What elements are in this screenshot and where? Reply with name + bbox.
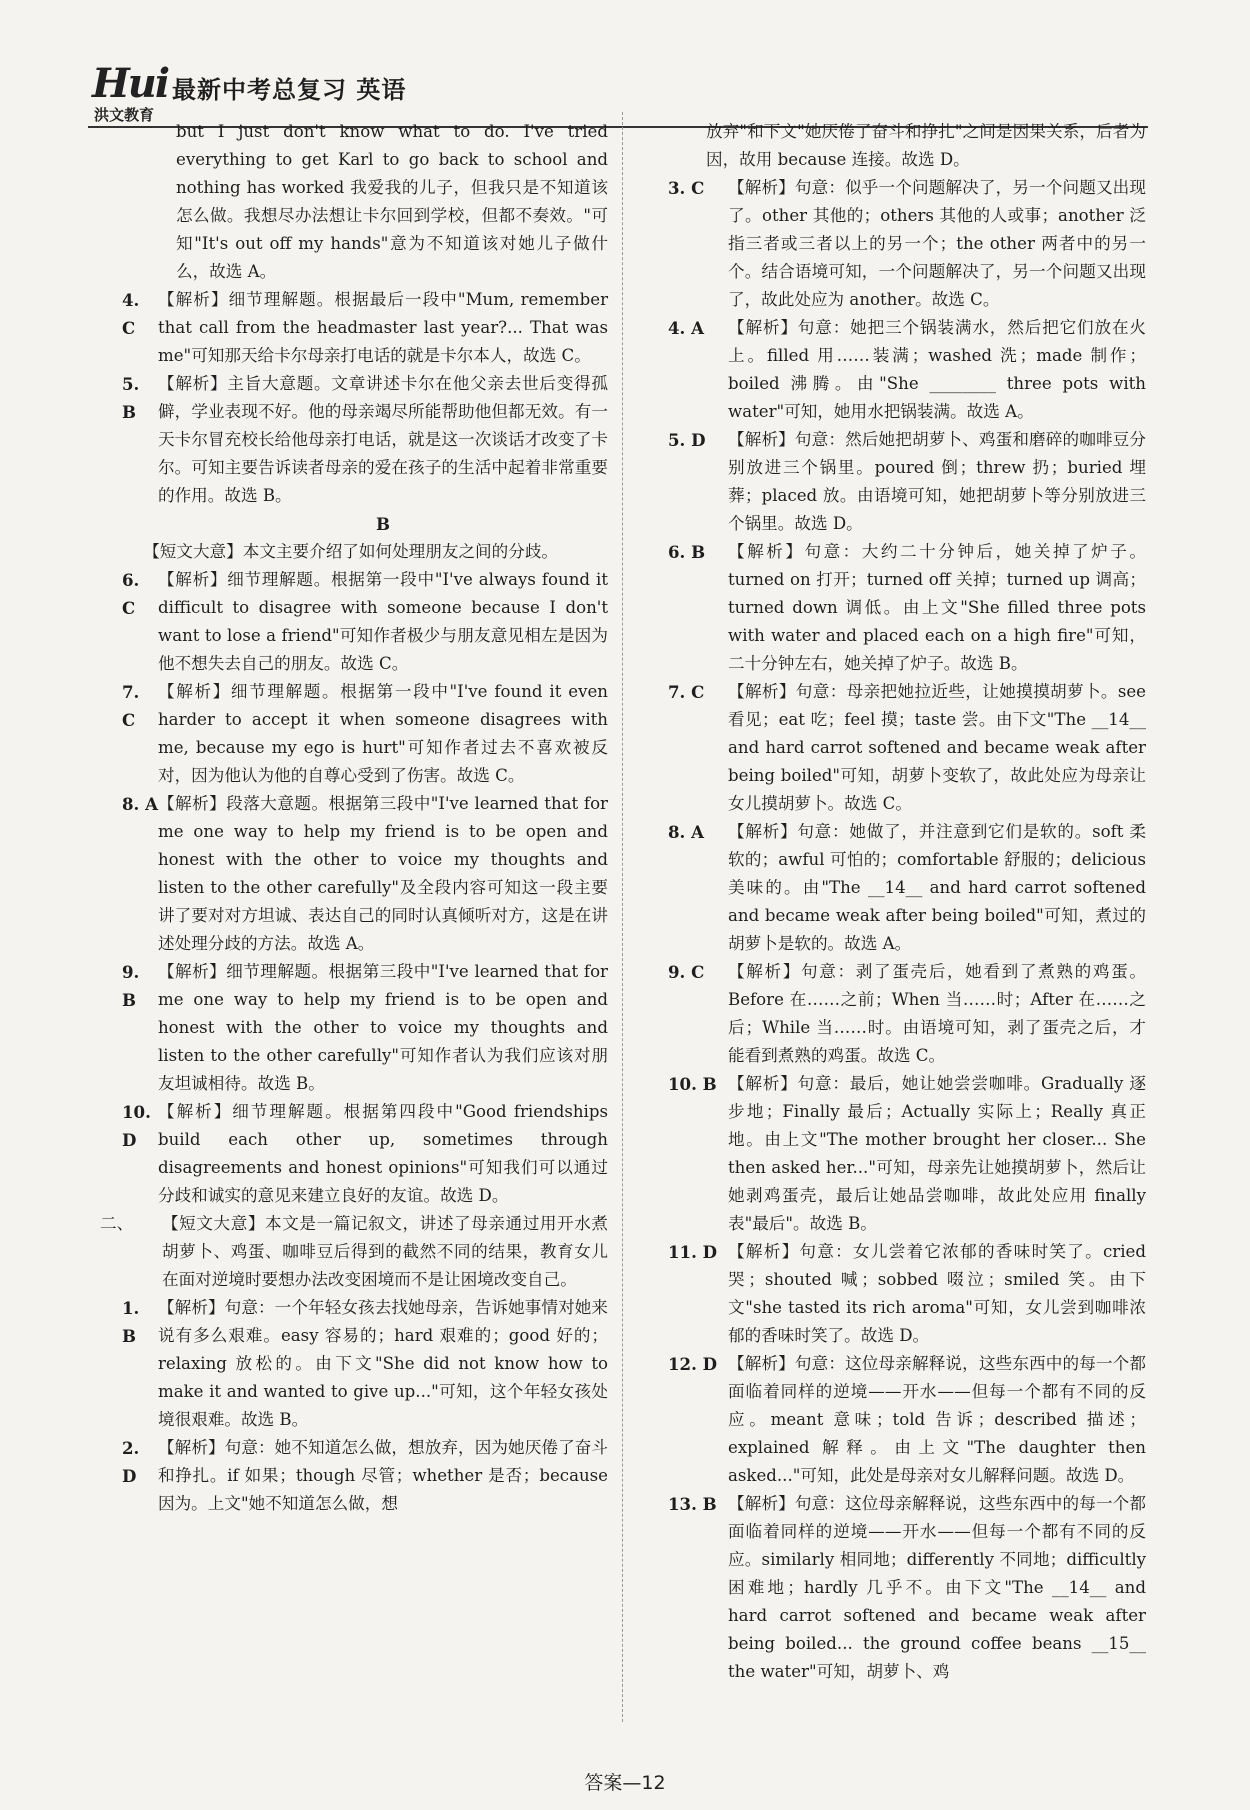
answer-number: 12. D: [668, 1354, 718, 1374]
answer-item: [100, 678, 608, 790]
answer-explanation: 【解析】句意：一个年轻女孩去找她母亲，告诉她事情对她来说有多么艰难。easy 容易的；hard 艰难的；good 好的；relaxing 放松的。由下文"She did not know how to make it and wanted to give up..."可知，这个年轻女孩处境很艰难。故选 B。: [158, 1298, 608, 1429]
section-two: [100, 1210, 608, 1294]
passage-summary: 【短文大意】本文主要介绍了如何处理朋友之间的分歧。: [143, 542, 559, 561]
answer-explanation: 【解析】句意：母亲把她拉近些，让她摸摸胡萝卜。see 看见；eat 吃；feel 摸；taste 尝。由下文"The __14__ and hard carrot softened and became weak after being boiled"可知，胡萝卜变软了，故此处应为母亲让女儿摸胡萝卜。故选 C。: [728, 682, 1146, 813]
answer-item: [100, 1294, 608, 1434]
answer-item: [650, 174, 1146, 314]
answer-explanation: 【解析】句意：然后她把胡萝卜、鸡蛋和磨碎的咖啡豆分别放进三个锅里。poured 倒；threw 扔；buried 埋葬；placed 放。由语境可知，她把胡萝卜等分别放进三个锅里。故选 D。: [728, 430, 1146, 533]
answer-item: [100, 370, 608, 510]
answer-explanation: 【解析】主旨大意题。文章讲述卡尔在他父亲去世后变得孤僻，学业表现不好。他的母亲竭尽所能帮助他但都无效。有一天卡尔冒充校长给他母亲打电话，就是这一次谈话才改变了卡尔。可知主要告诉读者母亲的爱在孩子的生活中起着非常重要的作用。故选 B。: [158, 374, 608, 505]
answer-explanation: 【解析】细节理解题。根据最后一段中"Mum, remember that call from the headmaster last year?... That was me"可知那天给卡尔母亲打电话的就是卡尔本人，故选 C。: [158, 290, 608, 365]
section-heading: B: [375, 514, 391, 534]
answer-explanation: 【解析】细节理解题。根据第一段中"I've found it even harder to accept it when someone disagrees with me, because my ego is hurt"可知作者过去不喜欢被反对，因为他认为他的自尊心受到了伤害。故选 C。: [158, 682, 608, 785]
answer-item: [650, 818, 1146, 958]
answer-explanation: 【解析】句意：女儿尝着它浓郁的香味时笑了。cried 哭；shouted 喊；sobbed 啜泣；smiled 笑。由下文"she tasted its rich aroma"可知，女儿尝到咖啡浓郁的香味时笑了。故选 D。: [728, 1242, 1146, 1345]
answer-explanation: 【解析】句意：最后，她让她尝尝咖啡。Gradually 逐步地；Finally 最后；Actually 实际上；Really 真正地。由上文"The mother brought her closer... She then asked her..."可知，母亲先让她摸胡萝卜，然后让她剥鸡蛋壳，最后让她品尝咖啡，故此处应用 finally 表"最后"。故选 B。: [728, 1074, 1146, 1233]
answer-explanation: 【解析】细节理解题。根据第四段中"Good friendships build each other up, sometimes through disagreements and honest opinions"可知我们可以通过分歧和诚实的意见来建立良好的友谊。故选 D。: [158, 1102, 608, 1205]
answer-item: [650, 678, 1146, 818]
answer-explanation: 【解析】句意：这位母亲解释说，这些东西中的每一个都面临着同样的逆境——开水——但每一个都有不同的反应。meant 意味；told 告诉；described 描述；explained 解释。由上文"The daughter then asked..."可知，此处是母亲对女儿解释问题。故选 D。: [728, 1354, 1146, 1485]
answer-number: 3. C: [668, 178, 705, 198]
answer-explanation: 【解析】句意：她做了，并注意到它们是软的。soft 柔软的；awful 可怕的；comfortable 舒服的；delicious 美味的。由"The __14__ and hard carrot softened and became weak after being boiled"可知，煮过的胡萝卜是软的。故选 A。: [728, 822, 1146, 953]
answer-item: [650, 1350, 1146, 1490]
column-divider: [622, 112, 623, 1722]
answer-number: 6. C: [122, 570, 140, 618]
answer-number: 8. A: [668, 822, 704, 842]
answer-item: [100, 286, 608, 370]
answer-explanation: 【解析】句意：剥了蛋壳后，她看到了煮熟的鸡蛋。Before 在……之前；When 当……时；After 在……之后；While 当……时。由语境可知，剥了蛋壳之后，才能看到煮熟的鸡蛋。故选 C。: [728, 962, 1146, 1065]
answer-number: 6. B: [668, 542, 706, 562]
answer-item: [650, 1490, 1146, 1686]
answer-item: [100, 566, 608, 678]
answer-number: 11. D: [668, 1242, 718, 1262]
answer-item: [650, 538, 1146, 678]
answer-item: [100, 1098, 608, 1210]
left-column: [100, 118, 608, 1518]
answer-explanation: 【解析】细节理解题。根据第三段中"I've learned that for me one way to help my friend is to be open and honest with the other to voice my thoughts and listen to the other carefully"可知作者认为我们应该对朋友坦诚相待。故选 B。: [158, 962, 608, 1093]
answer-explanation: 【解析】段落大意题。根据第三段中"I've learned that for me one way to help my friend is to be open and honest with the other to voice my thoughts and listen to the other carefully"及全段内容可知这一段主要讲了要对对方坦诚、表达自己的同时认真倾听对方，这是在讲述处理分歧的方法。故选 A。: [158, 794, 608, 953]
answer-explanation: 【解析】句意：这位母亲解释说，这些东西中的每一个都面临着同样的逆境——开水——但每一个都有不同的反应。similarly 相同地；differently 不同地；difficultly 困难地；hardly 几乎不。由下文"The __14__ and hard carrot softened and became weak after being boiled... the ground coffee beans __15__ the water"可知，胡萝卜、鸡: [728, 1494, 1146, 1681]
answer-explanation: 【解析】句意：大约二十分钟后，她关掉了炉子。turned on 打开；turned off 关掉；turned up 调高；turned down 调低。由上文"She filled three pots with water and placed each on a high fire"可知，二十分钟左右，她关掉了炉子。故选 B。: [728, 542, 1146, 673]
answer-item: [650, 958, 1146, 1070]
book-title: 最新中考总复习 英语: [172, 76, 407, 104]
answer-list: [650, 174, 1146, 1686]
answer-item: [100, 958, 608, 1098]
answer-number: 4. C: [122, 290, 140, 338]
answer-item: [100, 1434, 608, 1518]
answer-explanation: 【解析】句意：似乎一个问题解决了，另一个问题又出现了。other 其他的；others 其他的人或事；another 泛指三者或三者以上的另一个；the other 两者中的另一个。结合语境可知，一个问题解决了，另一个问题又出现了，故此处应为 another。故选 C。: [728, 178, 1146, 309]
answer-number: 9. C: [668, 962, 705, 982]
section-number: 二、: [100, 1214, 134, 1233]
answer-explanation: 【解析】句意：她把三个锅装满水，然后把它们放在火上。filled 用……装满；washed 洗；made 制作；boiled 沸腾。由"She ________ three pots with water"可知，她用水把锅装满。故选 A。: [728, 318, 1146, 421]
answer-number: 7. C: [122, 682, 140, 730]
publisher-logo: Hui: [92, 60, 169, 107]
answer-item: [650, 1238, 1146, 1350]
page-number: 答案—12: [584, 1772, 666, 1794]
answer-list: [100, 566, 608, 1210]
continued-text: 放弃"和下文"她厌倦了奋斗和挣扎"之间是因果关系，后者为因，故用 because 连接。故选 D。: [706, 122, 1146, 169]
answer-number: 10. D: [122, 1102, 151, 1150]
answer-number: 1. B: [122, 1298, 140, 1346]
answer-number: 7. C: [668, 682, 705, 702]
passage-summary: 【短文大意】本文是一篇记叙文，讲述了母亲通过用开水煮胡萝卜、鸡蛋、咖啡豆后得到的截然不同的结果，教育女儿在面对逆境时要想办法改变困境而不是让困境改变自己。: [162, 1214, 608, 1289]
answer-number: 9. B: [122, 962, 140, 1010]
answer-number: 8. A: [122, 794, 158, 814]
answer-number: 4. A: [668, 318, 704, 338]
publisher-name: 洪文教育: [94, 106, 155, 124]
answer-explanation: 【解析】句意：她不知道怎么做，想放弃，因为她厌倦了奋斗和挣扎。if 如果；though 尽管；whether 是否；because 因为。上文"她不知道怎么做，想: [158, 1438, 608, 1513]
answer-number: 13. B: [668, 1494, 717, 1514]
answer-number: 2. D: [122, 1438, 140, 1486]
answer-item: [650, 426, 1146, 538]
continued-text: but I just don't know what to do. I've tried everything to get Karl to go back to school and nothing has worked 我爱我的儿子，但我只是不知道该怎么做。我想尽办法想让卡尔回到学校，但都不奏效。"可知"It's out off my hands"意为不知道该对她儿子做什么，故选 A。: [176, 122, 608, 281]
answer-item: [100, 790, 608, 958]
answer-number: 10. B: [668, 1074, 717, 1094]
answer-list: [100, 1294, 608, 1518]
answer-number: 5. B: [122, 374, 140, 422]
answer-list: [100, 286, 608, 510]
right-column: [650, 118, 1146, 1686]
answer-number: 5. D: [668, 430, 706, 450]
answer-item: [650, 1070, 1146, 1238]
answer-item: [650, 314, 1146, 426]
answer-explanation: 【解析】细节理解题。根据第一段中"I've always found it difficult to disagree with someone because I don't want to lose a friend"可知作者极少与朋友意见相左是因为他不想失去自己的朋友。故选 C。: [158, 570, 608, 673]
